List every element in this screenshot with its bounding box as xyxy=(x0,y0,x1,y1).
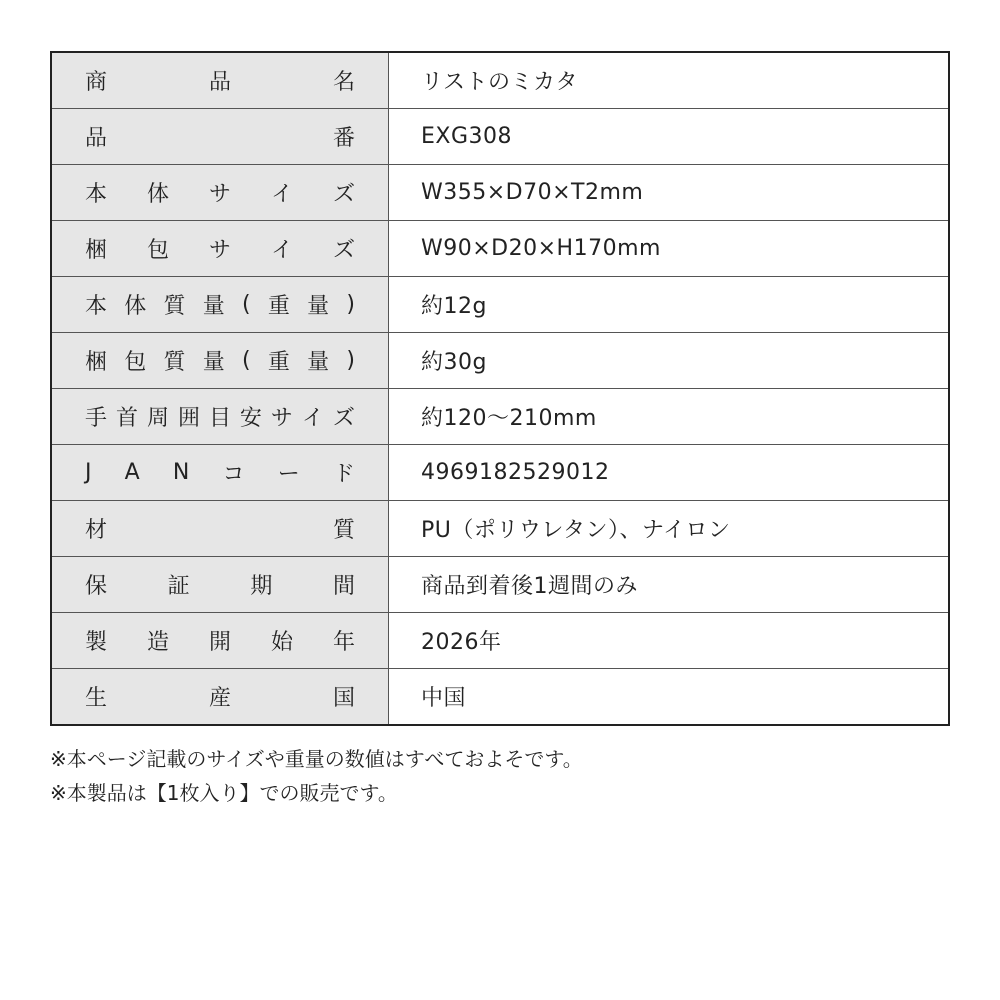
spec-label-char: ズ xyxy=(332,182,355,207)
spec-label-char: 首 xyxy=(115,406,138,431)
spec-value: 2026年 xyxy=(389,613,950,669)
spec-label-char: ー xyxy=(277,462,300,487)
notes xyxy=(50,742,583,810)
spec-label-chars xyxy=(52,613,388,668)
spec-label xyxy=(51,333,389,389)
spec-label-char: サ xyxy=(270,406,293,431)
spec-row xyxy=(51,165,949,221)
spec-label-char: 量 xyxy=(307,294,330,319)
spec-label-char: 間 xyxy=(332,574,355,599)
spec-label-char: ド xyxy=(332,462,355,487)
spec-label-char: 重 xyxy=(267,294,290,319)
spec-label-char: 本 xyxy=(85,182,108,207)
spec-label-char: 産 xyxy=(208,686,231,711)
spec-label-char: 量 xyxy=(307,350,330,375)
spec-label-char: 周 xyxy=(146,406,169,431)
spec-label-char: イ xyxy=(270,182,293,207)
spec-value: 商品到着後1週間のみ xyxy=(389,557,950,613)
spec-value: PU（ポリウレタン）、ナイロン xyxy=(389,501,950,557)
spec-label-char: コ xyxy=(222,462,245,487)
spec-label-char: 梱 xyxy=(85,238,108,263)
spec-label xyxy=(51,389,389,445)
note-size-weight: ※本ページ記載のサイズや重量の数値はすべておよそです。 xyxy=(50,747,583,771)
spec-table xyxy=(50,51,950,726)
spec-label-char: 番 xyxy=(332,126,355,151)
spec-label-char: 目 xyxy=(208,406,231,431)
spec-label-char: 始 xyxy=(270,630,293,655)
spec-label-char: 品 xyxy=(208,70,231,95)
spec-table-body xyxy=(51,52,949,725)
spec-label-char: ( xyxy=(242,348,251,373)
spec-label-char: 重 xyxy=(267,350,290,375)
spec-label-chars xyxy=(52,389,388,444)
spec-label-chars xyxy=(52,53,388,108)
spec-row xyxy=(51,277,949,333)
spec-label-char: 梱 xyxy=(85,350,108,375)
spec-label xyxy=(51,501,389,557)
spec-label-char: 国 xyxy=(332,686,355,711)
spec-label xyxy=(51,109,389,165)
spec-label-char: 体 xyxy=(146,182,169,207)
spec-label-char: 量 xyxy=(202,294,225,319)
spec-label-char: 名 xyxy=(332,70,355,95)
spec-label-chars xyxy=(52,557,388,612)
spec-label-char: ) xyxy=(346,292,355,317)
spec-label-char: 品 xyxy=(85,126,108,151)
spec-label-chars xyxy=(52,669,388,724)
spec-label-char: サ xyxy=(208,238,231,263)
spec-row xyxy=(51,557,949,613)
spec-row xyxy=(51,109,949,165)
spec-label-chars xyxy=(52,109,388,164)
spec-label-char: N xyxy=(172,460,190,485)
spec-label-chars xyxy=(52,445,388,500)
spec-value: 約30g xyxy=(389,333,950,389)
spec-label-chars xyxy=(52,333,388,388)
spec-value: 中国 xyxy=(421,686,467,711)
spec-label-char: 量 xyxy=(202,350,225,375)
spec-label xyxy=(51,669,389,726)
spec-label-char: 囲 xyxy=(177,406,200,431)
spec-row xyxy=(51,613,949,669)
spec-label-char: 商 xyxy=(85,70,108,95)
spec-row xyxy=(51,445,949,501)
spec-label-char: 証 xyxy=(167,574,190,599)
spec-label-char: J xyxy=(85,460,92,485)
spec-label xyxy=(51,277,389,333)
spec-label-char: 保 xyxy=(85,574,108,599)
spec-label-char: 造 xyxy=(146,630,169,655)
spec-label-char: ( xyxy=(242,292,251,317)
spec-row xyxy=(51,333,949,389)
spec-label-char: ズ xyxy=(332,406,355,431)
spec-label-char: 安 xyxy=(239,406,262,431)
spec-label-char: 手 xyxy=(85,406,108,431)
spec-label xyxy=(51,613,389,669)
spec-label xyxy=(51,52,389,109)
spec-label-chars xyxy=(52,165,388,220)
spec-value: W90×D20×H170mm xyxy=(389,221,950,277)
spec-label xyxy=(51,221,389,277)
spec-label-char: 年 xyxy=(332,630,355,655)
spec-value: リストのミカタ xyxy=(389,52,950,109)
spec-row xyxy=(51,52,949,109)
spec-label-char: A xyxy=(124,460,140,485)
spec-label xyxy=(51,445,389,501)
spec-label-char: 材 xyxy=(85,518,108,543)
spec-label-char: サ xyxy=(208,182,231,207)
spec-label-char: 開 xyxy=(208,630,231,655)
spec-label xyxy=(51,165,389,221)
spec-value: 約120〜210mm xyxy=(389,389,950,445)
spec-row xyxy=(51,389,949,445)
spec-label-char: 製 xyxy=(85,630,108,655)
spec-value: EXG308 xyxy=(389,109,950,165)
spec-label-chars xyxy=(52,277,388,332)
spec-label-char: ) xyxy=(346,348,355,373)
spec-label-char: 質 xyxy=(163,350,186,375)
spec-label xyxy=(51,557,389,613)
spec-label-chars xyxy=(52,501,388,556)
spec-value: 4969182529012 xyxy=(389,445,950,501)
spec-label-char: イ xyxy=(270,238,293,263)
spec-label-char: 包 xyxy=(124,350,147,375)
spec-row xyxy=(51,669,949,726)
spec-label-char: 体 xyxy=(124,294,147,319)
spec-row xyxy=(51,501,949,557)
spec-value: 約12g xyxy=(389,277,950,333)
spec-row xyxy=(51,221,949,277)
spec-label-char: ズ xyxy=(332,238,355,263)
spec-label-char: イ xyxy=(301,406,324,431)
spec-value: W355×D70×T2mm xyxy=(389,165,950,221)
spec-label-char: 生 xyxy=(85,686,108,711)
spec-label-char: 質 xyxy=(332,518,355,543)
spec-label-char: 期 xyxy=(250,574,273,599)
spec-label-char: 本 xyxy=(85,294,108,319)
spec-label-char: 包 xyxy=(146,238,169,263)
spec-label-char: 質 xyxy=(163,294,186,319)
spec-label-chars xyxy=(52,221,388,276)
note-quantity: ※本製品は【1枚入り】での販売です。 xyxy=(50,781,398,805)
